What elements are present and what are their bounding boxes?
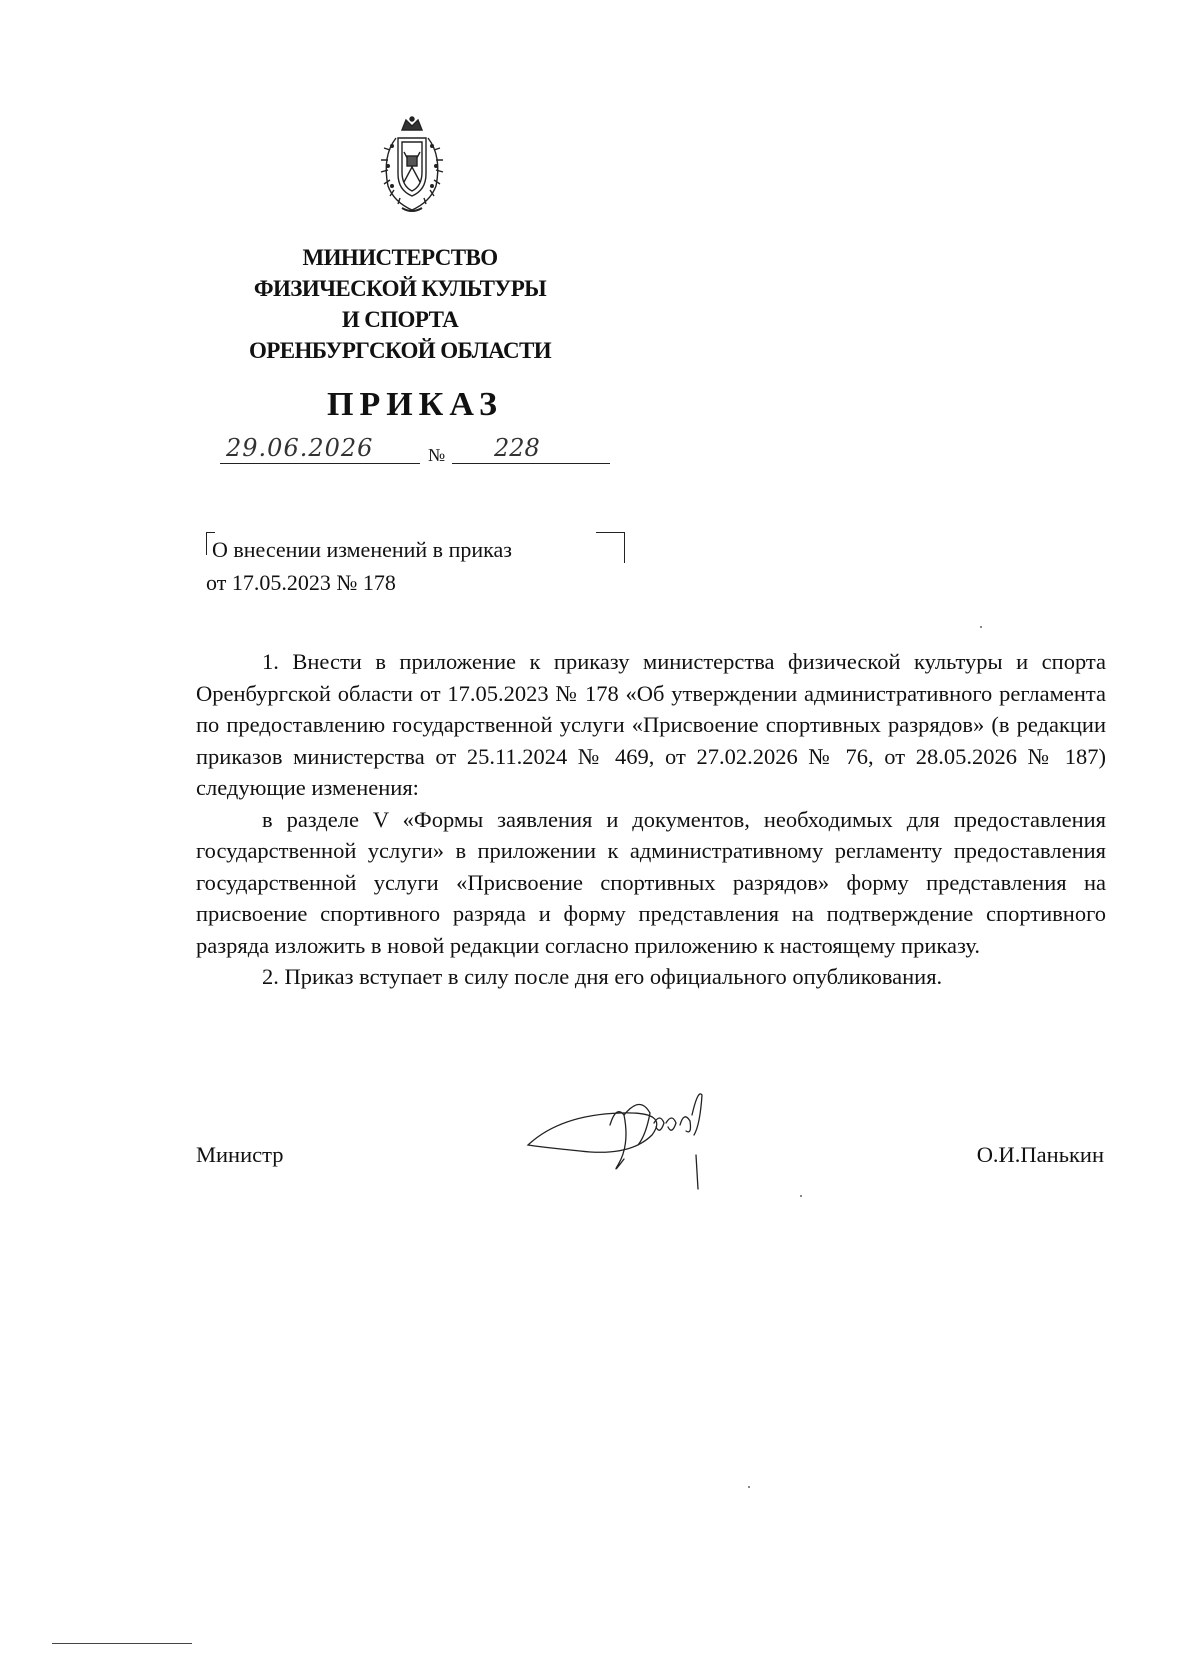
ministry-name-line-3: И СПОРТА (341, 307, 459, 332)
handwritten-signature (520, 1085, 760, 1195)
order-body (196, 646, 1106, 993)
subject-line-1: О внесении изменений в приказ (212, 537, 512, 562)
coat-of-arms-emblem (376, 116, 448, 216)
subject-line-2: от 17.05.2023 № 178 (206, 570, 396, 595)
scan-speck (800, 1195, 802, 1197)
number-underline (452, 463, 610, 464)
body-paragraph-2: в разделе V «Формы заявления и документов, необходимых для предоставления государственной услуги» в приложении к административному регламенту предоставления государственной услуги «Присвоение спортивных разрядов» форму представления на присвоение спортивного разряда и форму представления на подтверждение спортивного разряда изложить в новой редакции согласно приложению к настоящему приказу. (196, 806, 1106, 958)
scan-speck (748, 1486, 750, 1488)
date-underline (220, 463, 420, 464)
order-subject (206, 533, 626, 599)
ministry-name-line-2: ФИЗИЧЕСКОЙ КУЛЬТУРЫ (253, 276, 547, 301)
ministry-name-line-4: ОРЕНБУРГСКОЙ ОБЛАСТИ (248, 338, 552, 363)
number-sign: № (428, 445, 446, 465)
signatory-role: Министр (196, 1142, 284, 1167)
ministry-name-line-1: МИНИСТЕРСТВО (302, 245, 498, 270)
order-number: 228 (494, 434, 540, 462)
date-number-row (220, 432, 610, 472)
footer-rule (52, 1643, 192, 1644)
document-type-title: ПРИКАЗ (327, 386, 503, 423)
order-date: 29.06.2026 (226, 434, 374, 462)
body-paragraph-1: 1. Внести в приложение к приказу министерства физической культуры и спорта Оренбургской области от 17.05.2023 № 178 «Об утверждении административного регламента по предоставлению государственной услуги «Присвоение спортивных разрядов» (в редакции приказов министерства от 25.11.2024 № 469, от 27.02.2026 № 76, от 28.05.2026 № 187) следующие изменения: (196, 649, 1106, 800)
scan-speck (980, 626, 982, 628)
ministry-header (230, 242, 570, 366)
signatory-name: О.И.Панькин (976, 1142, 1104, 1167)
body-paragraph-3: 2. Приказ вступает в силу после дня его официального опубликования. (262, 964, 943, 989)
